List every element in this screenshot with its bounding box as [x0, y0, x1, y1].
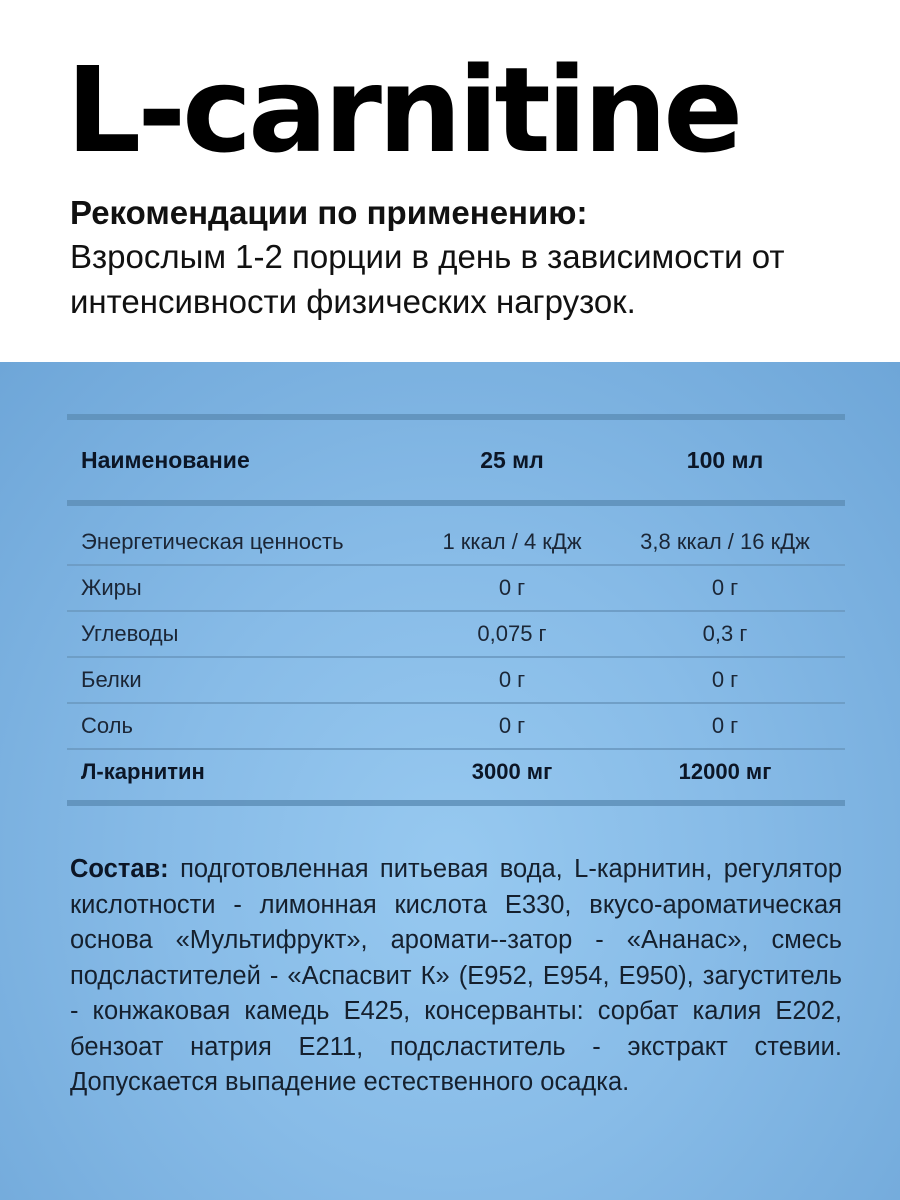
row-value-25ml: 1 ккал / 4 кДж [442, 529, 582, 554]
header-section [0, 0, 900, 362]
column-header-name: Наименование [81, 446, 250, 473]
row-value-100ml: 0 г [711, 667, 739, 692]
row-name: Соль [81, 713, 133, 738]
row-name: Энергетическая ценность [81, 529, 344, 554]
row-name: Жиры [81, 575, 142, 600]
info-panel [0, 362, 900, 1200]
table-bottom-rule [67, 800, 845, 806]
table-row-protein [67, 658, 845, 702]
row-name: Белки [81, 667, 142, 692]
row-name: Л-карнитин [81, 759, 205, 784]
row-value-25ml: 0 г [498, 713, 526, 738]
column-header-25ml: 25 мл [480, 446, 544, 473]
row-value-100ml: 0 г [711, 713, 739, 738]
row-value-100ml: 3,8 ккал / 16 кДж [640, 529, 810, 554]
table-row-salt [67, 704, 845, 748]
composition-label: Состав: [70, 855, 169, 883]
recommendation-label: Рекомендации по применению: [70, 194, 588, 231]
recommendation-text: Взрослым 1-2 порции в день в зависимости от интенсивности физических нагрузок. [70, 238, 785, 320]
row-value-25ml: 0 г [498, 667, 526, 692]
table-row-fats [67, 566, 845, 610]
nutrition-table [67, 414, 845, 806]
product-title: L-carnitine [66, 41, 740, 179]
table-row-carbs [67, 612, 845, 656]
row-value-25ml: 0 г [498, 575, 526, 600]
table-row-energy [67, 506, 845, 564]
table-header-row [67, 420, 845, 500]
column-header-100ml: 100 мл [686, 446, 764, 473]
row-value-100ml: 0,3 г [702, 621, 748, 646]
row-value-100ml: 0 г [711, 575, 739, 600]
row-value-100ml: 12000 мг [678, 759, 772, 784]
row-name: Углеводы [81, 621, 179, 646]
composition-text [70, 852, 842, 1101]
row-value-25ml: 0,075 г [477, 621, 547, 646]
usage-recommendation [70, 192, 870, 324]
row-value-25ml: 3000 мг [471, 759, 553, 784]
composition-body: подготовленная питьевая вода, L-карнитин, регулятор кислотности - лимонная кислота E330, вкусо-ароматическая основа «Мультифрукт», аромати--затор - «Ананас», смесь подсластителей - «Аспасвит К» (E952, E954, E950), загуститель - конжаковая камедь E425, консерванты: сорбат калия E202, бензоат натрия E211, подсластитель - экстракт стевии. Допускается выпадение естественного осадка. [70, 855, 842, 1096]
table-row-l-carnitine [67, 750, 845, 794]
